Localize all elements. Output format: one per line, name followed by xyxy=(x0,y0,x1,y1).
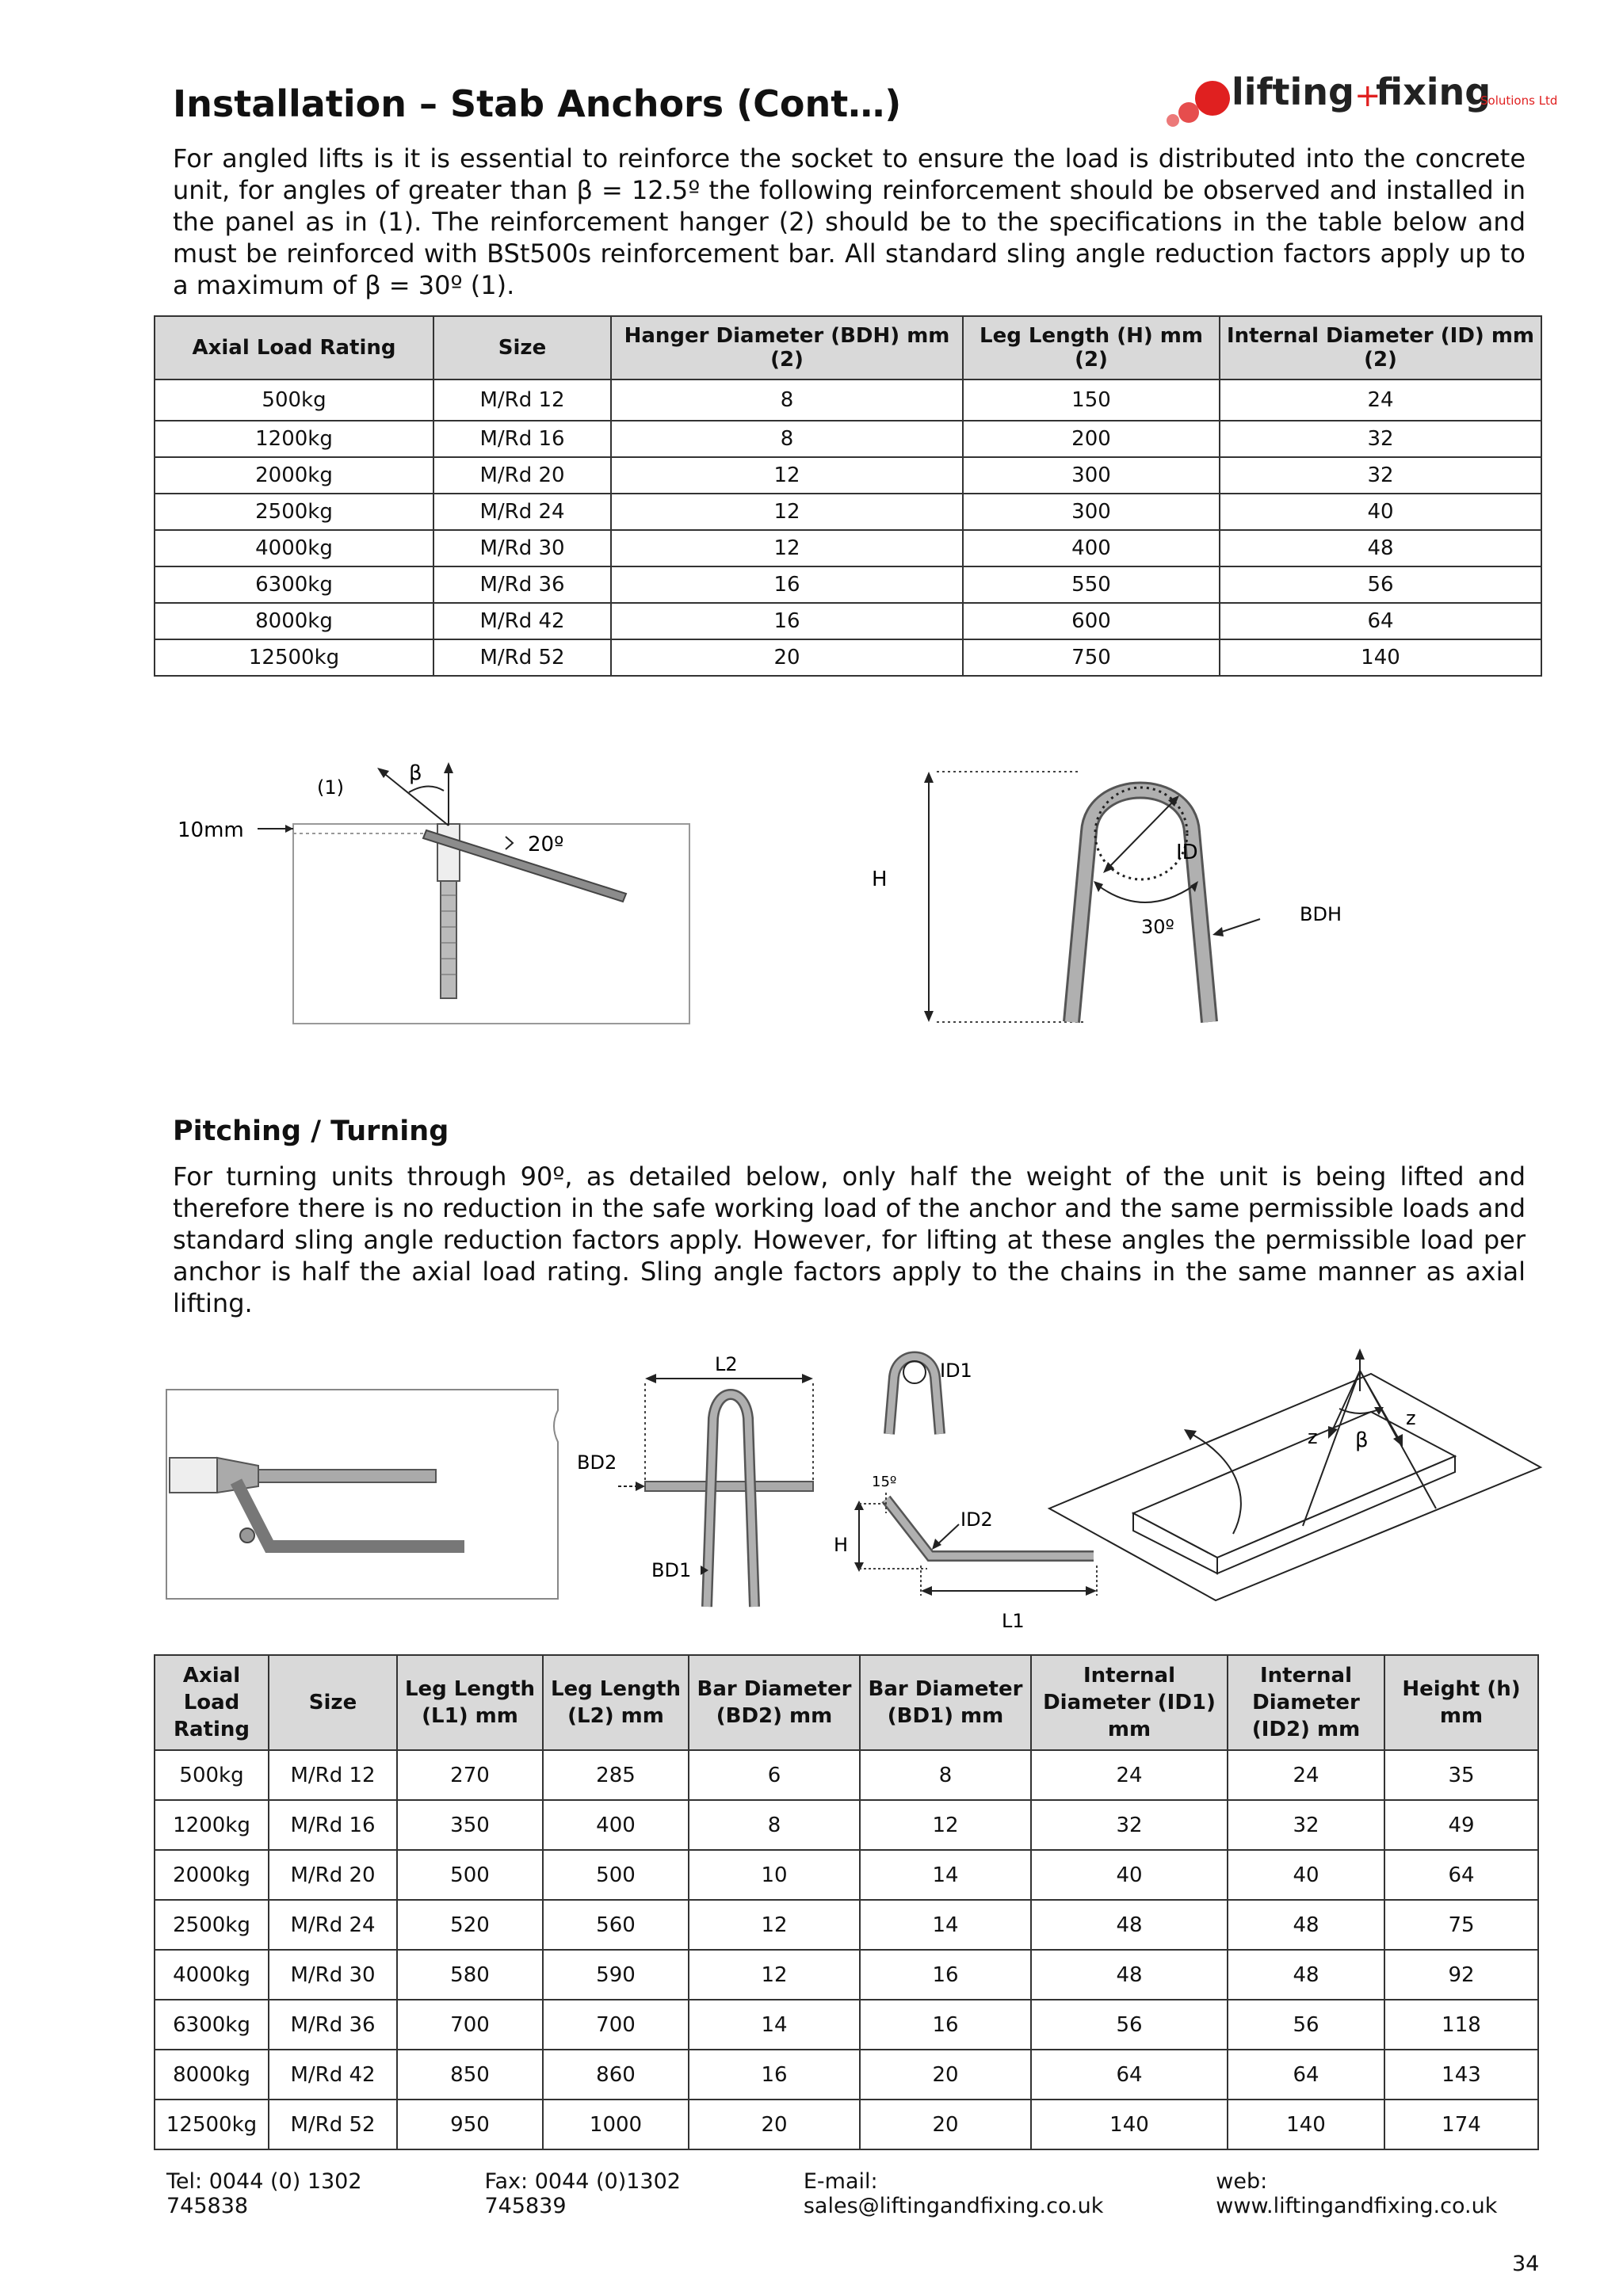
table-cell: 49 xyxy=(1384,1800,1538,1850)
col-header: Leg Length (H) mm (2) xyxy=(963,316,1220,379)
table-cell: 140 xyxy=(1220,639,1541,676)
table-cell: 12 xyxy=(860,1800,1031,1850)
table-cell: 64 xyxy=(1220,603,1541,639)
table-cell: 6300kg xyxy=(155,2000,269,2050)
label-l1: L1 xyxy=(1002,1610,1025,1632)
table-cell: 6 xyxy=(689,1750,860,1800)
table-cell: M/Rd 30 xyxy=(433,530,611,566)
table-cell: 20 xyxy=(611,639,963,676)
beta-label: β xyxy=(409,761,422,785)
reinforcement-hanger-diagram xyxy=(856,761,1395,1030)
label-h: H xyxy=(834,1534,849,1556)
table-cell: 700 xyxy=(543,2000,689,2050)
table-cell: 6300kg xyxy=(155,566,433,603)
dimension-label-10mm: 10mm xyxy=(178,818,244,842)
table-cell: 14 xyxy=(860,1900,1031,1950)
table-cell: 16 xyxy=(689,2050,860,2100)
table-cell: M/Rd 12 xyxy=(433,379,611,421)
table-cell: M/Rd 24 xyxy=(269,1900,397,1950)
table-cell: 92 xyxy=(1384,1950,1538,2000)
table-cell: 500kg xyxy=(155,1750,269,1800)
table-row xyxy=(155,1850,1538,1900)
logo-dot-medium xyxy=(1178,102,1199,123)
socket-side xyxy=(170,1458,217,1493)
table-cell: 8 xyxy=(860,1750,1031,1800)
table-cell: 500 xyxy=(397,1850,543,1900)
table-cell: 270 xyxy=(397,1750,543,1800)
table-cell: 40 xyxy=(1228,1850,1384,1900)
table-cell: 64 xyxy=(1384,1850,1538,1900)
table-cell: 8 xyxy=(611,379,963,421)
col-header: Bar Diameter (BD1) mm xyxy=(860,1655,1031,1750)
table-row xyxy=(155,379,1541,421)
table-cell: 400 xyxy=(543,1800,689,1850)
angle-20-label: 20º xyxy=(528,833,564,856)
table-cell: M/Rd 20 xyxy=(269,1850,397,1900)
logo-dot-small xyxy=(1167,114,1179,127)
table-row xyxy=(155,2050,1538,2100)
table-row xyxy=(155,530,1541,566)
angle-15-label: 15º xyxy=(872,1474,897,1490)
footer-email[interactable]: E-mail: sales@liftingandfixing.co.uk xyxy=(803,2169,1104,2218)
pitching-turning-diagram xyxy=(158,1339,1553,1640)
table-cell: 143 xyxy=(1384,2050,1538,2100)
table-cell: 48 xyxy=(1228,1900,1384,1950)
table-cell: 860 xyxy=(543,2050,689,2100)
table-cell: 64 xyxy=(1228,2050,1384,2100)
table-cell: 16 xyxy=(611,566,963,603)
panel-edge-view xyxy=(166,1390,558,1599)
col-header: Internal Diameter (ID2) mm xyxy=(1228,1655,1384,1750)
footer-website[interactable]: web: www.liftingandfixing.co.uk xyxy=(1216,2169,1498,2218)
company-logo xyxy=(1163,68,1558,139)
bd2-bar xyxy=(645,1482,813,1491)
table-cell: 12 xyxy=(689,1900,860,1950)
l2-hairpin xyxy=(707,1394,754,1607)
table-row xyxy=(155,494,1541,530)
table-cell: 12 xyxy=(611,530,963,566)
col-header: Axial Load Rating xyxy=(155,1655,269,1750)
table-cell: 2500kg xyxy=(155,1900,269,1950)
label-bdh: BDH xyxy=(1300,903,1342,925)
table-cell: 140 xyxy=(1031,2100,1228,2149)
page-title: Installation – Stab Anchors (Cont…) xyxy=(173,82,902,125)
table-cell: 16 xyxy=(611,603,963,639)
table-cell: 40 xyxy=(1220,494,1541,530)
label-l2: L2 xyxy=(715,1353,738,1375)
col-header: Internal Diameter (ID1) mm xyxy=(1031,1655,1228,1750)
page-number: 34 xyxy=(1512,2252,1540,2276)
table-cell: 1200kg xyxy=(155,1800,269,1850)
beta-label: β xyxy=(1355,1428,1369,1452)
angle-30-arc xyxy=(1098,886,1193,902)
col-header: Leg Length (L2) mm xyxy=(543,1655,689,1750)
footer-fax: Fax: 0044 (0)1302 745839 xyxy=(484,2169,681,2218)
logo-plus: + xyxy=(1354,78,1381,114)
hanger-bar xyxy=(1071,791,1209,1023)
table-cell: 12 xyxy=(611,457,963,494)
col-header: Size xyxy=(433,316,611,379)
table-cell: 2000kg xyxy=(155,1850,269,1900)
table-cell: M/Rd 42 xyxy=(433,603,611,639)
table-row xyxy=(155,603,1541,639)
table-cell: 10 xyxy=(689,1850,860,1900)
table-cell: 8 xyxy=(689,1800,860,1850)
table-cell: 56 xyxy=(1228,2000,1384,2050)
table-cell: 400 xyxy=(963,530,1220,566)
table-cell: 32 xyxy=(1220,457,1541,494)
label-z-left: z xyxy=(1308,1426,1318,1448)
table-cell: 300 xyxy=(963,457,1220,494)
table-cell: 64 xyxy=(1031,2050,1228,2100)
table-cell: 14 xyxy=(860,1850,1031,1900)
table-cell: 700 xyxy=(397,2000,543,2050)
label-id1: ID1 xyxy=(940,1360,972,1382)
table-cell: 12 xyxy=(611,494,963,530)
table-row xyxy=(155,1950,1538,2000)
table-cell: 1200kg xyxy=(155,421,433,457)
table-cell: M/Rd 16 xyxy=(269,1800,397,1850)
table-cell: 48 xyxy=(1031,1900,1228,1950)
contact-footer xyxy=(166,2169,1545,2218)
col-header: Hanger Diameter (BDH) mm (2) xyxy=(611,316,963,379)
table-row xyxy=(155,1900,1538,1950)
table-cell: M/Rd 42 xyxy=(269,2050,397,2100)
table-cell: 16 xyxy=(860,2000,1031,2050)
threaded-bar xyxy=(441,881,456,998)
table-cell: 118 xyxy=(1384,2000,1538,2050)
table-cell: 2500kg xyxy=(155,494,433,530)
table-cell: 12500kg xyxy=(155,2100,269,2149)
table-cell: 40 xyxy=(1031,1850,1228,1900)
table-cell: 590 xyxy=(543,1950,689,2000)
label-bd1: BD1 xyxy=(651,1559,692,1581)
table-cell: 56 xyxy=(1031,2000,1228,2050)
footer-phone: Tel: 0044 (0) 1302 745838 xyxy=(166,2169,362,2218)
col-header: Leg Length (L1) mm xyxy=(397,1655,543,1750)
anchor-reinforcement-diagram xyxy=(166,745,721,1038)
table-cell: 35 xyxy=(1384,1750,1538,1800)
table-cell: M/Rd 36 xyxy=(269,2000,397,2050)
table-row xyxy=(155,457,1541,494)
table-cell: 20 xyxy=(860,2050,1031,2100)
intro-paragraph: For angled lifts is it is essential to reinforce the socket to ensure the load is distributed into the concrete unit, for angles of greater than β = 12.5º the following reinforcement should be observed and installed in the panel as in (1). The reinforcement hanger (2) should be to the specifications in the table below and must be reinforced with BSt500s reinforcement bar. All standard sling angle reduction factors apply up to a maximum of β = 30º (1). xyxy=(173,143,1526,300)
logo-dot-large xyxy=(1195,81,1230,116)
table-cell: 950 xyxy=(397,2100,543,2149)
table-cell: 520 xyxy=(397,1900,543,1950)
table-cell: 12500kg xyxy=(155,639,433,676)
table-cell: M/Rd 52 xyxy=(269,2100,397,2149)
table-cell: 560 xyxy=(543,1900,689,1950)
col-header: Bar Diameter (BD2) mm xyxy=(689,1655,860,1750)
table-cell: 140 xyxy=(1228,2100,1384,2149)
table-cell: 850 xyxy=(397,2050,543,2100)
table-cell: M/Rd 24 xyxy=(433,494,611,530)
section-heading-pitching: Pitching / Turning xyxy=(173,1116,449,1147)
table-cell: 8000kg xyxy=(155,2050,269,2100)
col-header: Internal Diameter (ID) mm (2) xyxy=(1220,316,1541,379)
table-cell: 285 xyxy=(543,1750,689,1800)
arrow-head xyxy=(285,825,293,833)
table-cell: M/Rd 36 xyxy=(433,566,611,603)
table-header-row xyxy=(155,1655,1538,1750)
table-cell: 550 xyxy=(963,566,1220,603)
table-row xyxy=(155,639,1541,676)
table-row xyxy=(155,566,1541,603)
table-cell: 32 xyxy=(1031,1800,1228,1850)
label-z-right: z xyxy=(1406,1407,1416,1429)
table-cell: 24 xyxy=(1220,379,1541,421)
logo-subtitle: Solutions Ltd xyxy=(1480,93,1558,108)
table-row xyxy=(155,2000,1538,2050)
table-cell: 500 xyxy=(543,1850,689,1900)
table-cell: 14 xyxy=(689,2000,860,2050)
label-bd2: BD2 xyxy=(577,1451,617,1474)
label-id2: ID2 xyxy=(960,1508,993,1531)
angle-20-marker xyxy=(506,837,513,849)
col-header: Axial Load Rating xyxy=(155,316,433,379)
table-cell: 75 xyxy=(1384,1900,1538,1950)
table-cell: 8 xyxy=(611,421,963,457)
bdh-pointer xyxy=(1217,919,1260,933)
angle-30-label: 30º xyxy=(1141,916,1174,938)
pitching-paragraph: For turning units through 90º, as detailed below, only half the weight of the unit is being lifted and therefore there is no reduction in the safe working load of the anchor and the same permissible loads and standard sling angle reduction factors apply. However, for lifting at these angles the permissible load per anchor is half the axial load rating. Sling angle factors apply to the chains in the same manner as axial lifting. xyxy=(173,1161,1526,1318)
table-cell: 580 xyxy=(397,1950,543,2000)
table-cell: 32 xyxy=(1228,1800,1384,1850)
label-id: ID xyxy=(1176,841,1198,864)
table-cell: 150 xyxy=(963,379,1220,421)
table-row xyxy=(155,421,1541,457)
table-cell: 200 xyxy=(963,421,1220,457)
table-cell: 600 xyxy=(963,603,1220,639)
table-cell: 20 xyxy=(860,2100,1031,2149)
table-cell: 500kg xyxy=(155,379,433,421)
table-row xyxy=(155,1800,1538,1850)
table-cell: 16 xyxy=(860,1950,1031,2000)
table-cell: 48 xyxy=(1228,1950,1384,2000)
table-cell: 750 xyxy=(963,639,1220,676)
id1-circle xyxy=(903,1361,926,1383)
table-cell: 32 xyxy=(1220,421,1541,457)
table-row xyxy=(155,1750,1538,1800)
pitching-reinforcement-table xyxy=(154,1654,1539,2150)
table-cell: 4000kg xyxy=(155,530,433,566)
table-cell: M/Rd 52 xyxy=(433,639,611,676)
table-cell: 1000 xyxy=(543,2100,689,2149)
table-cell: M/Rd 16 xyxy=(433,421,611,457)
table-cell: 24 xyxy=(1228,1750,1384,1800)
beta-arc xyxy=(409,786,444,792)
table-cell: 48 xyxy=(1220,530,1541,566)
table-cell: 20 xyxy=(689,2100,860,2149)
table-cell: 48 xyxy=(1031,1950,1228,2000)
table-cell: 350 xyxy=(397,1800,543,1850)
label-h: H xyxy=(872,868,888,891)
table-cell: 2000kg xyxy=(155,457,433,494)
internal-diameter-line xyxy=(1108,800,1174,868)
table-cell: 12 xyxy=(689,1950,860,2000)
reinforcement-hanger-table xyxy=(154,315,1542,677)
col-header: Size xyxy=(269,1655,397,1750)
anchor-socket xyxy=(437,824,460,881)
table-cell: M/Rd 20 xyxy=(433,457,611,494)
col-header: Height (h) mm xyxy=(1384,1655,1538,1750)
table-header-row xyxy=(155,316,1541,379)
logo-word-fixing: fixing xyxy=(1376,71,1491,113)
table-cell: 300 xyxy=(963,494,1220,530)
table-cell: 24 xyxy=(1031,1750,1228,1800)
logo-word-lifting: lifting xyxy=(1232,71,1354,113)
threaded-bar-side xyxy=(258,1470,436,1482)
table-cell: 56 xyxy=(1220,566,1541,603)
table-cell: 174 xyxy=(1384,2100,1538,2149)
table-cell: 8000kg xyxy=(155,603,433,639)
table-cell: M/Rd 30 xyxy=(269,1950,397,2000)
label-1: (1) xyxy=(317,776,344,799)
table-row xyxy=(155,2100,1538,2149)
table-cell: 4000kg xyxy=(155,1950,269,2000)
table-cell: M/Rd 12 xyxy=(269,1750,397,1800)
